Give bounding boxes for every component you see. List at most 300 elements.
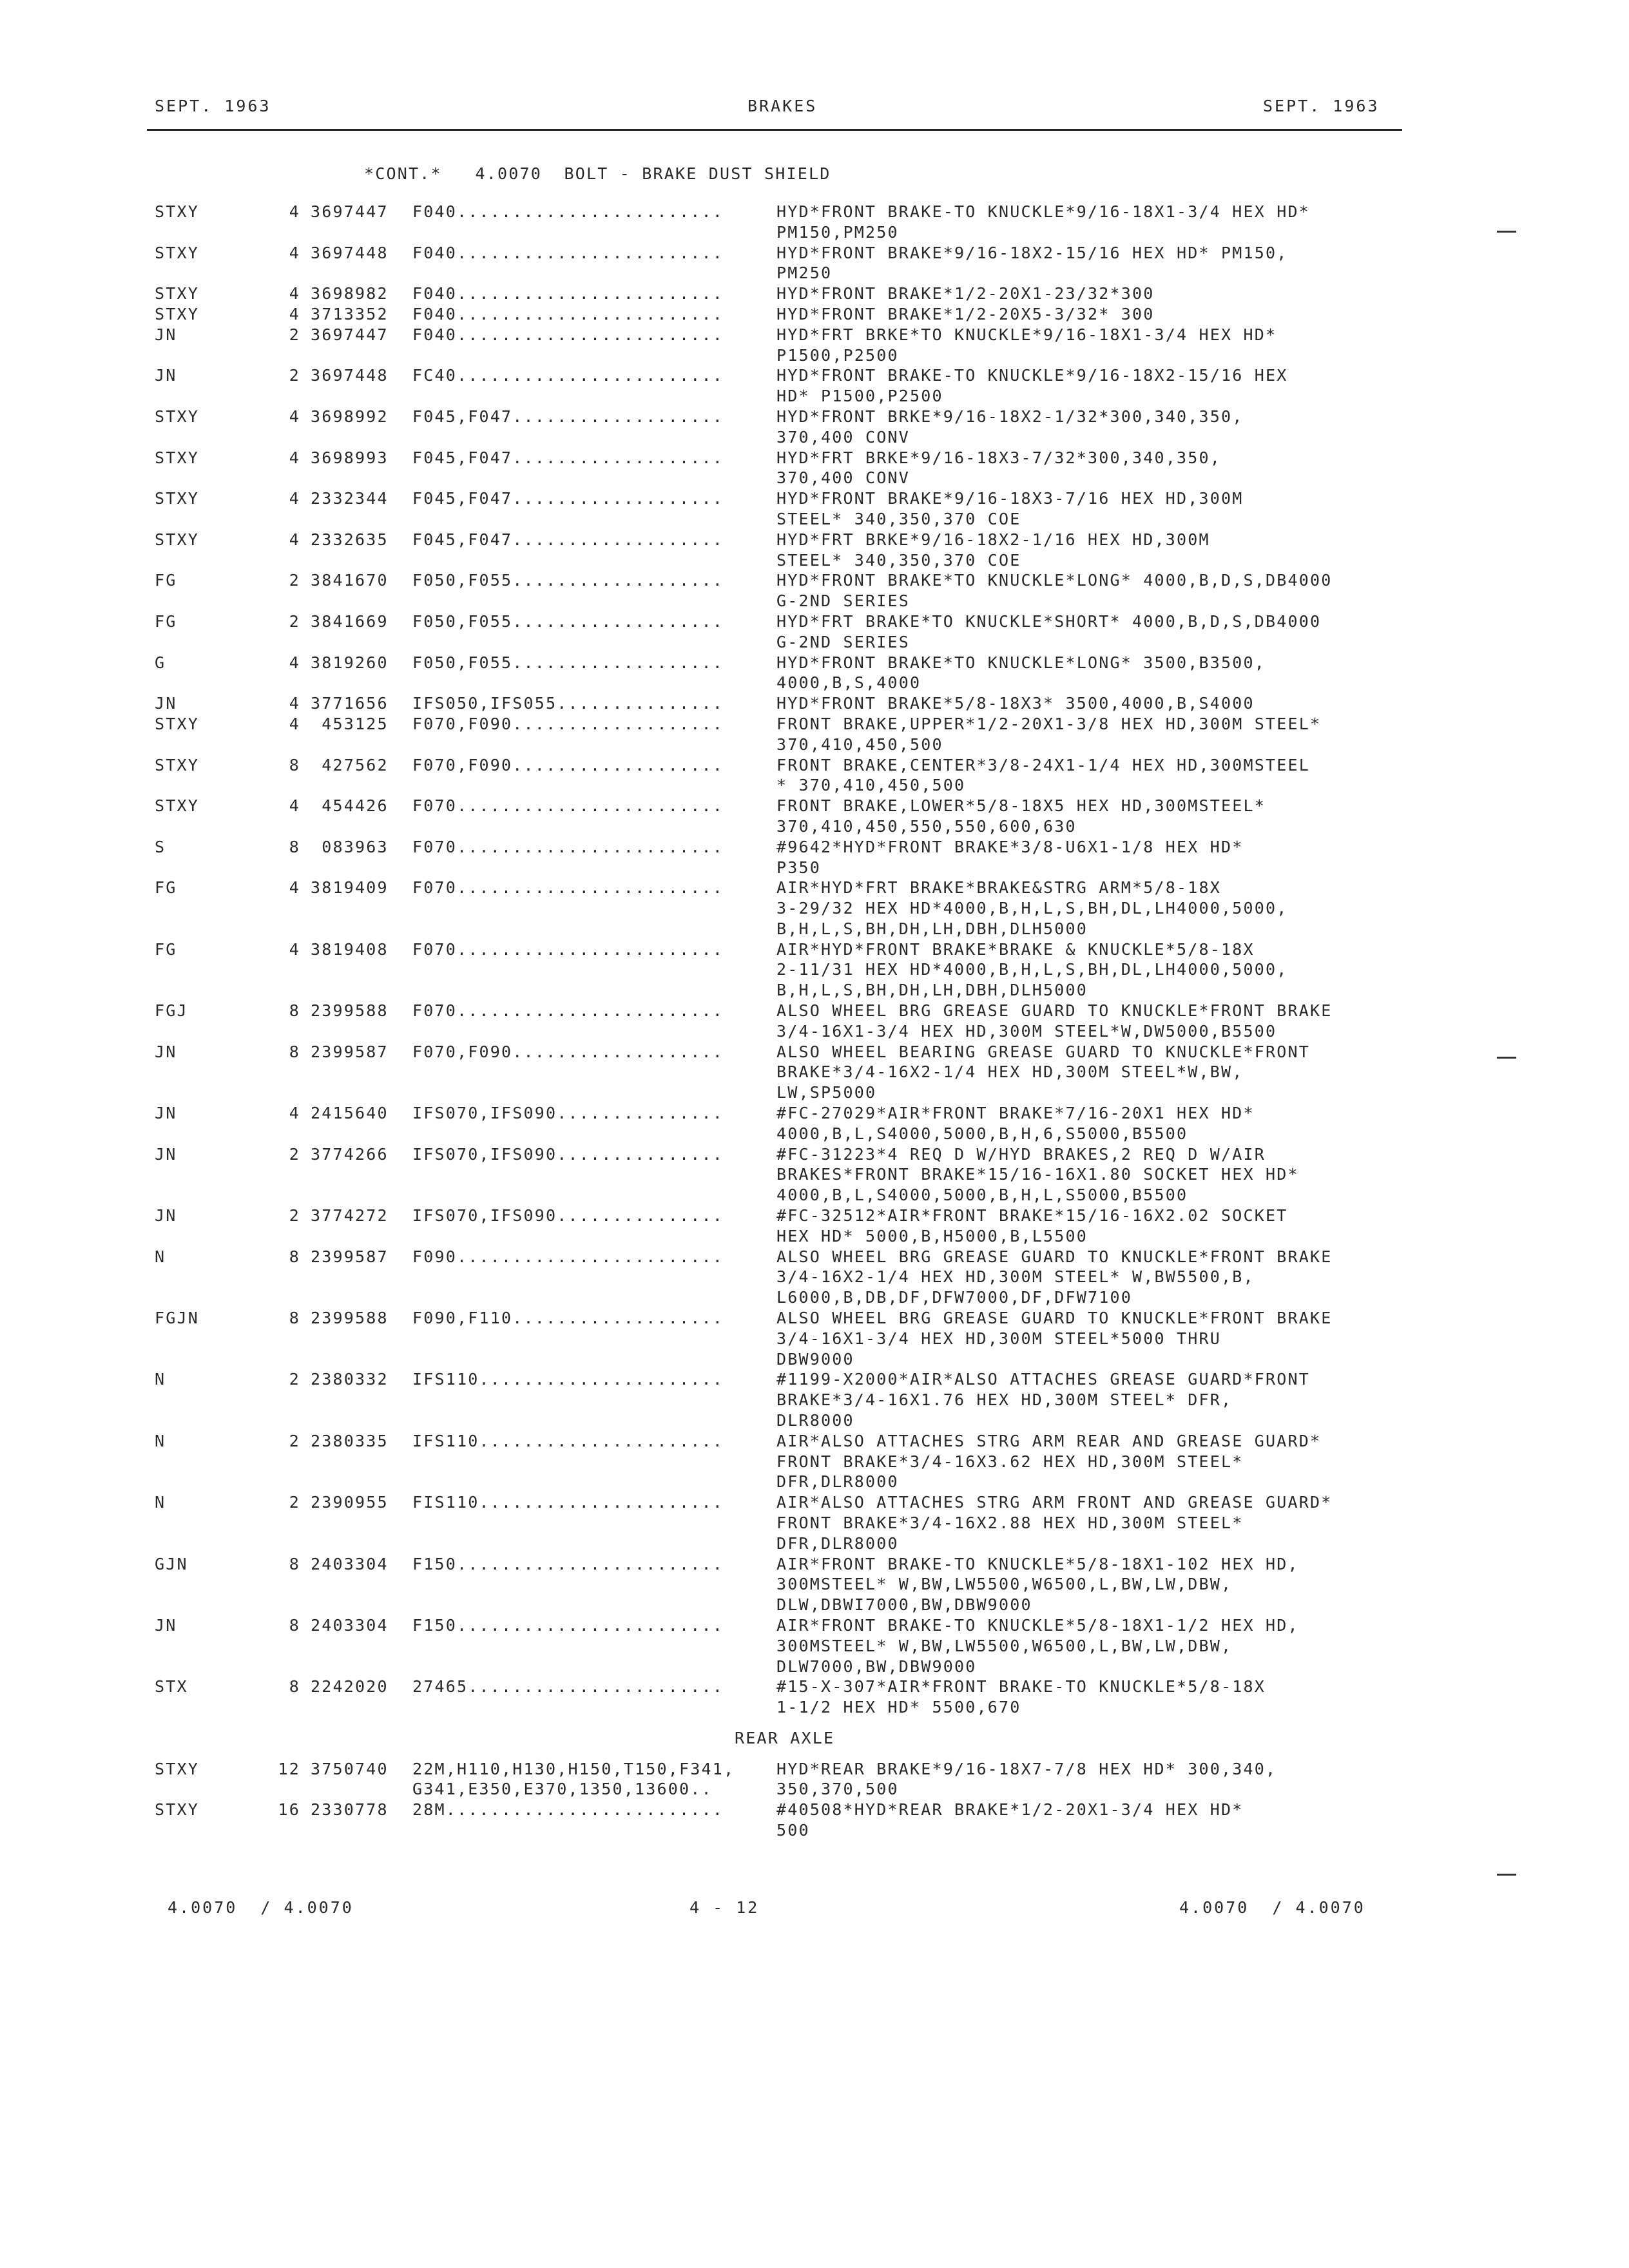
quantity: 8 xyxy=(289,755,300,774)
reference: F070........................ xyxy=(412,878,724,898)
reference: F050,F055................... xyxy=(412,611,724,631)
row-line xyxy=(0,1513,1629,1533)
quantity: 4 xyxy=(289,202,300,221)
quantity: 2 xyxy=(289,571,300,590)
row-line xyxy=(0,365,1629,386)
reference: IFS110...................... xyxy=(412,1370,724,1389)
source-code: N xyxy=(155,1431,166,1450)
row-line xyxy=(0,898,1629,919)
part-number: 3698992 xyxy=(311,407,389,426)
row-line xyxy=(0,1410,1629,1431)
source-code: STXY xyxy=(155,1800,200,1820)
reference: F070........................ xyxy=(412,939,724,959)
footer-right: 4.0070 / 4.0070 xyxy=(1179,1898,1365,1917)
table-row xyxy=(0,1144,1629,1206)
reference: 27465....................... xyxy=(412,1677,724,1696)
reference: 22M,H110,H130,H150,T150,F341, xyxy=(412,1759,735,1778)
reference: F040........................ xyxy=(412,304,724,323)
table-row xyxy=(0,1247,1629,1308)
part-number: 3774272 xyxy=(311,1206,389,1225)
row-line xyxy=(0,1164,1629,1185)
row-line xyxy=(0,1369,1629,1390)
description: HYD*FRT BRKE*9/16-18X3-7/32*300,340,350, xyxy=(776,448,1222,467)
part-number: 2242020 xyxy=(311,1677,389,1696)
quantity: 4 xyxy=(289,304,300,323)
source-code: STXY xyxy=(155,530,200,549)
row-line xyxy=(0,1329,1629,1349)
source-code: S xyxy=(155,837,166,856)
row-line xyxy=(0,611,1629,632)
description: BRAKES*FRONT BRAKE*15/16-16X1.80 SOCKET HEX HD* xyxy=(776,1165,1299,1184)
description: ALSO WHEEL BRG GREASE GUARD TO KNUCKLE*FRONT BRAKE xyxy=(776,1001,1333,1021)
table-row xyxy=(0,1759,1629,1800)
description: FRONT BRAKE*3/4-16X2.88 HEX HD,300M STEEL* xyxy=(776,1514,1244,1532)
part-number: 3697448 xyxy=(311,243,389,262)
quantity: 4 xyxy=(289,448,300,467)
row-line xyxy=(0,1308,1629,1329)
header-title: BRAKES xyxy=(747,97,818,115)
source-code: STXY xyxy=(155,407,200,426)
part-number: 2403304 xyxy=(311,1554,389,1573)
row-line xyxy=(0,1062,1629,1082)
quantity: 2 xyxy=(289,1206,300,1225)
row-line xyxy=(0,653,1629,673)
table-row xyxy=(0,1431,1629,1492)
row-line xyxy=(0,427,1629,448)
row-line xyxy=(0,959,1629,980)
source-code: GJN xyxy=(155,1554,188,1573)
description: 2-11/31 HEX HD*4000,B,H,L,S,BH,DL,LH4000,5000, xyxy=(776,960,1288,979)
source-code: STXY xyxy=(155,1759,200,1778)
quantity: 4 xyxy=(289,1104,300,1123)
row-line xyxy=(0,407,1629,427)
part-number: 2399588 xyxy=(311,1001,389,1021)
description: 4000,B,L,S4000,5000,B,H,L,S5000,B5500 xyxy=(776,1186,1188,1205)
source-code: STXY xyxy=(155,755,200,774)
part-number: 2399588 xyxy=(311,1309,389,1328)
row-line xyxy=(0,1247,1629,1267)
part-number: 3697447 xyxy=(311,202,389,221)
description: AIR*ALSO ATTACHES STRG ARM FRONT AND GREASE GUARD* xyxy=(776,1493,1333,1512)
row-line xyxy=(0,1226,1629,1247)
quantity: 8 xyxy=(289,1554,300,1573)
row-line xyxy=(0,1206,1629,1226)
quantity: 8 xyxy=(289,837,300,856)
table-row xyxy=(0,611,1629,653)
description: #FC-31223*4 REQ D W/HYD BRAKES,2 REQ D W/AIR xyxy=(776,1144,1266,1164)
table-row xyxy=(0,796,1629,837)
source-code: FGJ xyxy=(155,1001,188,1021)
description: 350,370,500 xyxy=(776,1780,899,1799)
part-number: 3841670 xyxy=(311,571,389,590)
quantity: 4 xyxy=(289,243,300,262)
description: HYD*REAR BRAKE*9/16-18X7-7/8 HEX HD* 300,340, xyxy=(776,1759,1277,1778)
table-row xyxy=(0,693,1629,714)
description: DLW7000,BW,DBW9000 xyxy=(776,1657,977,1676)
table-row xyxy=(0,1001,1629,1042)
quantity: 2 xyxy=(289,1144,300,1164)
row-line xyxy=(0,1001,1629,1021)
description: HYD*FRT BRKE*9/16-18X2-1/16 HEX HD,300M xyxy=(776,530,1210,549)
row-line xyxy=(0,1287,1629,1308)
subsection-title: REAR AXLE xyxy=(735,1728,835,1747)
reference: F070........................ xyxy=(412,796,724,816)
row-line xyxy=(0,1431,1629,1452)
quantity: 8 xyxy=(289,1309,300,1328)
table-row xyxy=(0,1554,1629,1615)
description: HYD*FRONT BRAKE*TO KNUCKLE*LONG* 3500,B3500, xyxy=(776,653,1266,672)
description: HD* P1500,P2500 xyxy=(776,387,943,406)
description: STEEL* 340,350,370 COE xyxy=(776,550,1021,570)
row-line xyxy=(0,775,1629,796)
row-line xyxy=(0,939,1629,960)
header-date-left: SEPT. 1963 xyxy=(155,97,271,115)
reference: F040........................ xyxy=(412,325,724,344)
row-line xyxy=(0,1472,1629,1492)
description: BRAKE*3/4-16X1.76 HEX HD,300M STEEL* DFR, xyxy=(776,1390,1233,1410)
quantity: 8 xyxy=(289,1615,300,1635)
description: AIR*HYD*FRONT BRAKE*BRAKE & KNUCKLE*5/8-18X xyxy=(776,939,1255,959)
table-row xyxy=(0,1103,1629,1144)
source-code: JN xyxy=(155,1615,177,1635)
row-line xyxy=(0,1657,1629,1677)
description: LW,SP5000 xyxy=(776,1083,877,1102)
part-number: 3771656 xyxy=(311,694,389,713)
row-line xyxy=(0,591,1629,611)
source-code: JN xyxy=(155,1206,177,1225)
source-code: STXY xyxy=(155,243,200,262)
table-row xyxy=(0,202,1629,243)
table-row xyxy=(0,1369,1629,1430)
row-line xyxy=(0,1820,1629,1841)
description: DFR,DLR8000 xyxy=(776,1533,899,1553)
description: G-2ND SERIES xyxy=(776,632,911,651)
subsection-heading xyxy=(0,1718,1629,1759)
table-row xyxy=(0,407,1629,448)
description: * 370,410,450,500 xyxy=(776,776,966,795)
row-line xyxy=(0,550,1629,571)
source-code: JN xyxy=(155,1042,177,1061)
reference: F070........................ xyxy=(412,1001,724,1021)
description: HYD*FRONT BRAKE*5/8-18X3* 3500,4000,B,S4000 xyxy=(776,694,1255,713)
row-line xyxy=(0,1800,1629,1820)
description: 370,410,450,550,550,600,630 xyxy=(776,816,1077,836)
description: PM250 xyxy=(776,264,833,283)
description: HYD*FRONT BRAKE*TO KNUCKLE*LONG* 4000,B,D,S,DB4000 xyxy=(776,571,1333,590)
row-line xyxy=(0,386,1629,407)
reference: IFS070,IFS090............... xyxy=(412,1144,724,1164)
table-row xyxy=(0,837,1629,878)
footer-page-number: 4 - 12 xyxy=(689,1898,760,1917)
description: HYD*FRONT BRAKE-TO KNUCKLE*9/16-18X2-15/16 HEX xyxy=(776,366,1288,385)
row-line xyxy=(0,1124,1629,1144)
table-row xyxy=(0,653,1629,694)
quantity: 4 xyxy=(289,796,300,816)
part-number: 2399587 xyxy=(311,1042,389,1061)
row-line xyxy=(0,570,1629,591)
description: HYD*FRONT BRAKE*9/16-18X3-7/16 HEX HD,300M xyxy=(776,489,1244,508)
description: DLW,DBWI7000,BW,DBW9000 xyxy=(776,1595,1032,1615)
description: FRONT BRAKE,CENTER*3/8-24X1-1/4 HEX HD,300MSTEEL xyxy=(776,755,1311,774)
row-line xyxy=(0,858,1629,878)
row-line xyxy=(0,1636,1629,1657)
part-number: 2332635 xyxy=(311,530,389,549)
quantity: 4 xyxy=(289,407,300,426)
row-line xyxy=(0,1021,1629,1042)
description: #40508*HYD*REAR BRAKE*1/2-20X1-3/4 HEX HD* xyxy=(776,1800,1244,1820)
row-line xyxy=(0,1267,1629,1287)
quantity: 2 xyxy=(289,1493,300,1512)
row-line xyxy=(0,1144,1629,1165)
row-line xyxy=(0,796,1629,816)
part-number: 2415640 xyxy=(311,1104,389,1123)
row-line xyxy=(0,1554,1629,1575)
description: ALSO WHEEL BRG GREASE GUARD TO KNUCKLE*FRONT BRAKE xyxy=(776,1247,1333,1266)
description: L6000,B,DB,DF,DFW7000,DF,DFW7100 xyxy=(776,1288,1133,1307)
description: 300MSTEEL* W,BW,LW5500,W6500,L,BW,LW,DBW, xyxy=(776,1575,1233,1594)
source-code: STXY xyxy=(155,202,200,221)
margin-mark xyxy=(1497,1057,1516,1059)
reference: F150........................ xyxy=(412,1615,724,1635)
description: STEEL* 340,350,370 COE xyxy=(776,509,1021,528)
row-line xyxy=(0,714,1629,735)
description: B,H,L,S,BH,DH,LH,DBH,DLH5000 xyxy=(776,981,1088,1000)
quantity: 4 xyxy=(289,714,300,733)
row-line xyxy=(0,1042,1629,1062)
table-row xyxy=(0,304,1629,325)
source-code: JN xyxy=(155,325,177,344)
reference: F040........................ xyxy=(412,284,724,303)
quantity: 4 xyxy=(289,878,300,898)
source-code: STXY xyxy=(155,489,200,508)
row-line xyxy=(0,1595,1629,1615)
row-line xyxy=(0,1390,1629,1410)
table-row xyxy=(0,1800,1629,1841)
part-number: 2380332 xyxy=(311,1370,389,1389)
source-code: N xyxy=(155,1370,166,1389)
source-code: STXY xyxy=(155,796,200,816)
reference-continued: G341,E350,E370,1350,13600.. xyxy=(412,1780,713,1799)
description: HYD*FRONT BRAKE-TO KNUCKLE*9/16-18X1-3/4 HEX HD* xyxy=(776,202,1311,221)
description: HYD*FRT BRAKE*TO KNUCKLE*SHORT* 4000,B,D,S,DB4000 xyxy=(776,611,1322,631)
row-line xyxy=(0,284,1629,304)
description: 300MSTEEL* W,BW,LW5500,W6500,L,BW,LW,DBW, xyxy=(776,1636,1233,1655)
table-row xyxy=(0,325,1629,366)
description: HYD*FRONT BRKE*9/16-18X2-1/32*300,340,350, xyxy=(776,407,1244,426)
row-line xyxy=(0,632,1629,653)
table-row xyxy=(0,570,1629,611)
part-number: 3698993 xyxy=(311,448,389,467)
row-line xyxy=(0,1779,1629,1800)
reference: IFS050,IFS055............... xyxy=(412,694,724,713)
source-code: JN xyxy=(155,1104,177,1123)
row-line xyxy=(0,1103,1629,1124)
part-number: 3819408 xyxy=(311,939,389,959)
reference: F070,F090................... xyxy=(412,755,724,774)
description: ALSO WHEEL BEARING GREASE GUARD TO KNUCKLE*FRONT xyxy=(776,1042,1311,1061)
footer-left: 4.0070 / 4.0070 xyxy=(168,1898,354,1917)
description: FRONT BRAKE,UPPER*1/2-20X1-3/8 HEX HD,300M STEEL* xyxy=(776,714,1322,733)
row-line xyxy=(0,509,1629,530)
source-code: JN xyxy=(155,366,177,385)
quantity: 4 xyxy=(289,694,300,713)
reference: F150........................ xyxy=(412,1554,724,1573)
part-number: 2403304 xyxy=(311,1615,389,1635)
source-code: N xyxy=(155,1493,166,1512)
description: G-2ND SERIES xyxy=(776,591,911,611)
reference: F045,F047................... xyxy=(412,530,724,549)
table-row xyxy=(0,714,1629,755)
part-number: 083963 xyxy=(311,837,389,856)
description: 3/4-16X2-1/4 HEX HD,300M STEEL* W,BW5500,B, xyxy=(776,1267,1255,1287)
row-line xyxy=(0,837,1629,858)
description: PM150,PM250 xyxy=(776,222,899,242)
part-number: 454426 xyxy=(311,796,389,816)
row-line xyxy=(0,980,1629,1001)
description: HYD*FRT BRKE*TO KNUCKLE*9/16-18X1-3/4 HEX HD* xyxy=(776,325,1277,344)
part-number: 427562 xyxy=(311,755,389,774)
row-line xyxy=(0,263,1629,284)
quantity: 2 xyxy=(289,1370,300,1389)
table-row xyxy=(0,755,1629,796)
description: 3-29/32 HEX HD*4000,B,H,L,S,BH,DL,LH4000,5000, xyxy=(776,899,1288,918)
row-line xyxy=(0,488,1629,509)
description: HYD*FRONT BRAKE*1/2-20X1-23/32*300 xyxy=(776,284,1155,303)
description: HEX HD* 5000,B,H5000,B,L5500 xyxy=(776,1226,1088,1245)
row-line xyxy=(0,325,1629,345)
part-number: 3697448 xyxy=(311,366,389,385)
row-line xyxy=(0,1615,1629,1636)
description: AIR*FRONT BRAKE-TO KNUCKLE*5/8-18X1-102 HEX HD, xyxy=(776,1554,1299,1573)
row-line xyxy=(0,816,1629,837)
row-line xyxy=(0,222,1629,243)
table-row xyxy=(0,1615,1629,1677)
source-code: STXY xyxy=(155,284,200,303)
quantity: 2 xyxy=(289,611,300,631)
table-row xyxy=(0,1677,1629,1718)
row-line xyxy=(0,1185,1629,1206)
reference: F050,F055................... xyxy=(412,571,724,590)
reference: F045,F047................... xyxy=(412,448,724,467)
reference: F045,F047................... xyxy=(412,407,724,426)
source-code: STXY xyxy=(155,448,200,467)
table-row xyxy=(0,284,1629,304)
quantity: 4 xyxy=(289,653,300,672)
quantity: 4 xyxy=(289,530,300,549)
description: P350 xyxy=(776,858,822,877)
part-number: 2330778 xyxy=(311,1800,389,1820)
part-number: 453125 xyxy=(311,714,389,733)
quantity: 12 xyxy=(278,1759,300,1778)
part-number: 2332344 xyxy=(311,489,389,508)
table-row xyxy=(0,488,1629,530)
quantity: 8 xyxy=(289,1677,300,1696)
part-number: 2390955 xyxy=(311,1493,389,1512)
row-line xyxy=(0,1082,1629,1103)
table-row xyxy=(0,1042,1629,1103)
description: DFR,DLR8000 xyxy=(776,1472,899,1492)
table-row xyxy=(0,939,1629,1001)
description: 370,400 CONV xyxy=(776,427,911,447)
source-code: FG xyxy=(155,571,177,590)
row-line xyxy=(0,468,1629,488)
reference: IFS110...................... xyxy=(412,1431,724,1450)
row-line xyxy=(0,1697,1629,1718)
table-row xyxy=(0,1492,1629,1553)
source-code: STXY xyxy=(155,714,200,733)
description: 4000,B,S,4000 xyxy=(776,673,921,693)
reference: F070,F090................... xyxy=(412,714,724,733)
quantity: 8 xyxy=(289,1247,300,1266)
description: P1500,P2500 xyxy=(776,345,899,365)
description: B,H,L,S,BH,DH,LH,DBH,DLH5000 xyxy=(776,919,1088,938)
table-row xyxy=(0,243,1629,284)
row-line xyxy=(0,878,1629,898)
margin-mark xyxy=(1497,1874,1516,1876)
description: DLR8000 xyxy=(776,1411,854,1430)
description: HYD*FRONT BRAKE*1/2-20X5-3/32* 300 xyxy=(776,304,1155,323)
table-row xyxy=(0,448,1629,489)
description: 1-1/2 HEX HD* 5500,670 xyxy=(776,1698,1021,1717)
description: DBW9000 xyxy=(776,1349,854,1369)
quantity: 16 xyxy=(278,1800,300,1820)
description: HYD*FRONT BRAKE*9/16-18X2-15/16 HEX HD* PM150, xyxy=(776,243,1288,262)
row-line xyxy=(0,1492,1629,1513)
row-line xyxy=(0,735,1629,755)
header-rule xyxy=(147,129,1402,131)
description: AIR*HYD*FRT BRAKE*BRAKE&STRG ARM*5/8-18X xyxy=(776,878,1222,898)
reference: FIS110...................... xyxy=(412,1493,724,1512)
table-row xyxy=(0,1206,1629,1247)
reference: F050,F055................... xyxy=(412,653,724,672)
source-code: FGJN xyxy=(155,1309,200,1328)
quantity: 8 xyxy=(289,1042,300,1061)
reference: FC40........................ xyxy=(412,366,724,385)
description: 370,400 CONV xyxy=(776,468,911,488)
description: AIR*ALSO ATTACHES STRG ARM REAR AND GREASE GUARD* xyxy=(776,1431,1322,1450)
table-row xyxy=(0,365,1629,407)
source-code: STX xyxy=(155,1677,188,1696)
row-line xyxy=(0,1759,1629,1780)
part-number: 3774266 xyxy=(311,1144,389,1164)
reference: IFS070,IFS090............... xyxy=(412,1104,724,1123)
source-code: STXY xyxy=(155,304,200,323)
description: FRONT BRAKE,LOWER*5/8-18X5 HEX HD,300MSTEEL* xyxy=(776,796,1266,816)
part-number: 2399587 xyxy=(311,1247,389,1266)
quantity: 8 xyxy=(289,1001,300,1021)
margin-mark xyxy=(1497,231,1516,233)
description: #9642*HYD*FRONT BRAKE*3/8-U6X1-1/8 HEX HD* xyxy=(776,837,1244,856)
quantity: 2 xyxy=(289,325,300,344)
row-line xyxy=(0,202,1629,222)
table-row xyxy=(0,1308,1629,1369)
part-number: 3697447 xyxy=(311,325,389,344)
description: ALSO WHEEL BRG GREASE GUARD TO KNUCKLE*FRONT BRAKE xyxy=(776,1309,1333,1328)
description: 500 xyxy=(776,1820,810,1840)
part-number: 3819409 xyxy=(311,878,389,898)
description: 3/4-16X1-3/4 HEX HD,300M STEEL*5000 THRU xyxy=(776,1329,1222,1348)
description: FRONT BRAKE*3/4-16X3.62 HEX HD,300M STEEL* xyxy=(776,1452,1244,1471)
description: AIR*FRONT BRAKE-TO KNUCKLE*5/8-18X1-1/2 HEX HD, xyxy=(776,1615,1299,1635)
quantity: 2 xyxy=(289,1431,300,1450)
row-line xyxy=(0,345,1629,366)
table-row xyxy=(0,530,1629,571)
row-line xyxy=(0,530,1629,550)
part-number: 2380335 xyxy=(311,1431,389,1450)
table-row xyxy=(0,878,1629,939)
row-line xyxy=(0,304,1629,325)
source-code: G xyxy=(155,653,166,672)
